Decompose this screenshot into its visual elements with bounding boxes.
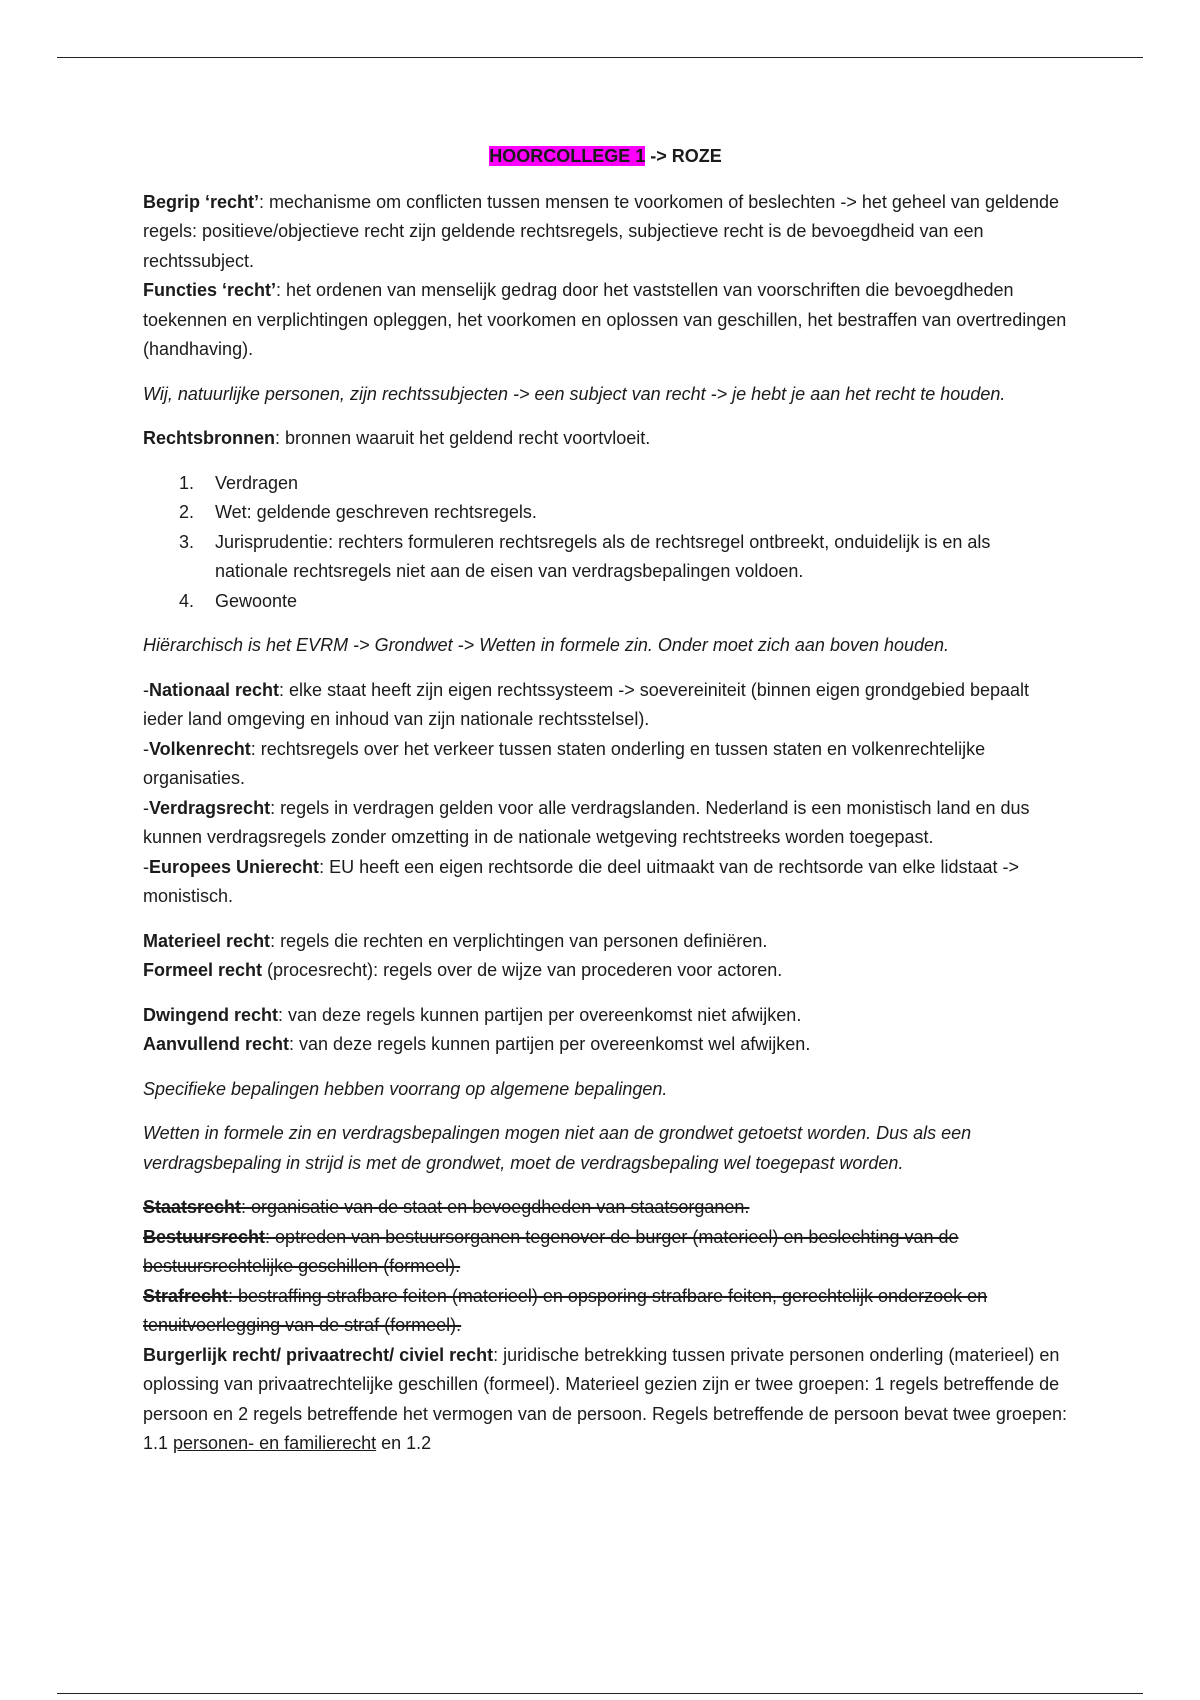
term-europees-unierecht: Europees Unierecht: [149, 856, 320, 877]
list-item-text: Jurisprudentie: rechters formuleren rechtsregels als de rechtsregel ontbreekt, onduidelijk is en als nationale rechtsregels niet aan de eisen van verdragsbepalingen voldoen.: [215, 531, 991, 581]
definition-dwingend-recht: : van deze regels kunnen partijen per overeenkomst niet afwijken.: [278, 1004, 802, 1025]
list-item-text: Verdragen: [215, 472, 299, 493]
term-nationaal-recht: Nationaal recht: [149, 679, 280, 700]
definition-verdragsrecht: : regels in verdragen gelden voor alle verdragslanden. Nederland is een monistisch land en dus kunnen verdragsregels zonder omzetting in de nationale wetgeving rechtstreeks worden toegepast.: [143, 797, 1030, 847]
term-begrip-recht: Begrip ‘recht’: [143, 191, 260, 212]
struck-strafrecht: [143, 1286, 987, 1336]
definition-aanvullend-recht: : van deze regels kunnen partijen per overeenkomst wel afwijken.: [289, 1034, 811, 1054]
dash: -: [143, 797, 149, 818]
definition-continuation: en 1.2: [376, 1433, 432, 1453]
term-verdragsrecht: Verdragsrecht: [149, 797, 271, 818]
paragraph-rechtsbronnen: [143, 424, 1068, 454]
definition-rechtsbronnen: : bronnen waaruit het geldend recht voortvloeit.: [275, 428, 651, 448]
definition-bestuursrecht: : optreden van bestuursorganen tegenover de burger (materieel) en beslechting van de bestuursrechtelijke geschillen (formeel).: [143, 1226, 959, 1276]
definition-materieel-recht: : regels die rechten en verplichtingen van personen definiëren.: [270, 930, 768, 951]
list-item-text: Wet: geldende geschreven rechtsregels.: [215, 502, 537, 522]
paragraph-rechtssubjecten: Wij, natuurlijke personen, zijn rechtssubjecten -> een subject van recht -> je hebt je aan het recht te houden.: [143, 383, 1006, 404]
definition-begrip-recht: : mechanisme om conflicten tussen mensen te voorkomen of beslechten -> het geheel van geldende regels: positieve/objectieve recht zijn geldende rechtsregels, subjectieve recht is de bevoegdheid van een rechtssubject.: [143, 191, 1060, 271]
term-aanvullend-recht: Aanvullend recht: [143, 1034, 290, 1054]
definition-volkenrecht: : rechtsregels over het verkeer tussen staten onderling en tussen staten en volkenrechtelijke organisaties.: [143, 738, 986, 788]
list-item-number: 4.: [179, 590, 195, 611]
paragraph-rechtssoorten: [143, 676, 1068, 912]
definition-nationaal-recht: : elke staat heeft zijn eigen rechtssysteem -> soevereiniteit (binnen eigen grondgebied bepaalt ieder land omgeving en inhoud van zijn nationale rechtsstelsel).: [143, 679, 1030, 729]
term-functies-recht: Functies ‘recht’: [143, 280, 277, 300]
definition-europees-unierecht: : EU heeft een eigen rechtsorde die deel uitmaakt van de rechtsorde van elke lidstaat -> monistisch.: [143, 856, 1019, 906]
term-bestuursrecht: Bestuursrecht: [143, 1226, 266, 1247]
page-title: [143, 142, 1068, 172]
definition-functies-recht: : het ordenen van menselijk gedrag door het vaststellen van voorschriften die bevoegdheden toekennen en verplichtingen opleggen, het voorkomen en oplossen van geschillen, het bestraffen van overtredingen (handhaving).: [143, 280, 1067, 359]
definition-staatsrecht: : organisatie van de staat en bevoegdheden van staatsorganen.: [241, 1197, 750, 1217]
struck-bestuursrecht: [143, 1227, 959, 1277]
paragraph-toetsing: Wetten in formele zin en verdragsbepalingen mogen niet aan de grondwet getoetst worden. Dus als een verdragsbepaling in strijd is met de grondwet, moet de verdragsbepaling wel toegepast worden.: [143, 1123, 972, 1173]
dash: -: [143, 738, 149, 759]
term-strafrecht: Strafrecht: [143, 1285, 229, 1306]
title-rest: -> ROZE: [645, 146, 722, 166]
definition-burgerlijk-recht: : juridische betrekking tussen private personen onderling (materieel) en oplossing van privaatrechtelijke geschillen (formeel). Materieel gezien zijn er twee groepen: 1 regels betreffende de persoon en 2 regels betreffende het vermogen van de persoon. Regels betreffende de persoon bevat twee groepen: 1.1: [143, 1344, 1067, 1453]
list-item-number: 1.: [179, 472, 195, 493]
definition-strafrecht: : bestraffing strafbare feiten (materieel) en opsporing strafbare feiten, gerechtelijk onderzoek en tenuitvoerlegging van de straf (formeel).: [143, 1285, 988, 1335]
paragraph-voorrang: Specifieke bepalingen hebben voorrang op algemene bepalingen.: [143, 1078, 668, 1099]
title-highlight: HOORCOLLEGE 1: [489, 146, 646, 166]
term-staatsrecht: Staatsrecht: [143, 1197, 242, 1217]
term-materieel-recht: Materieel recht: [143, 930, 271, 951]
paragraph-dwingend-aanvullend: [143, 1001, 1068, 1060]
header-rule: [57, 57, 1143, 58]
list-item-number: 3.: [179, 531, 195, 552]
paragraph-materieel-formeel: [143, 927, 1068, 986]
paragraph-hierarchie: Hiërarchisch is het EVRM -> Grondwet -> Wetten in formele zin. Onder moet zich aan boven houden.: [143, 635, 950, 655]
definition-formeel-recht: (procesrecht): regels over de wijze van procederen voor actoren.: [262, 960, 783, 980]
dash: -: [143, 856, 149, 877]
document-body: [143, 142, 1068, 1459]
paragraph-rechtsgebieden: [143, 1193, 1068, 1459]
list-item: [143, 469, 1068, 499]
list-item: [143, 498, 1068, 528]
list-item-text: Gewoonte: [215, 590, 298, 611]
footer-rule: [57, 1693, 1143, 1694]
term-dwingend-recht: Dwingend recht: [143, 1004, 279, 1025]
list-item-number: 2.: [179, 502, 195, 522]
list-item: [143, 528, 1068, 587]
underlined-term: personen- en familierecht: [173, 1433, 377, 1453]
rechtsbronnen-list: [143, 469, 1068, 617]
list-item: [143, 587, 1068, 617]
paragraph-begrip-recht: [143, 188, 1068, 365]
dash: -: [143, 679, 149, 700]
term-formeel-recht: Formeel recht: [143, 960, 263, 980]
struck-staatsrecht: [143, 1197, 749, 1217]
term-burgerlijk-recht: Burgerlijk recht/ privaatrecht/ civiel recht: [143, 1344, 494, 1365]
term-rechtsbronnen: Rechtsbronnen: [143, 428, 276, 448]
term-volkenrecht: Volkenrecht: [149, 738, 251, 759]
